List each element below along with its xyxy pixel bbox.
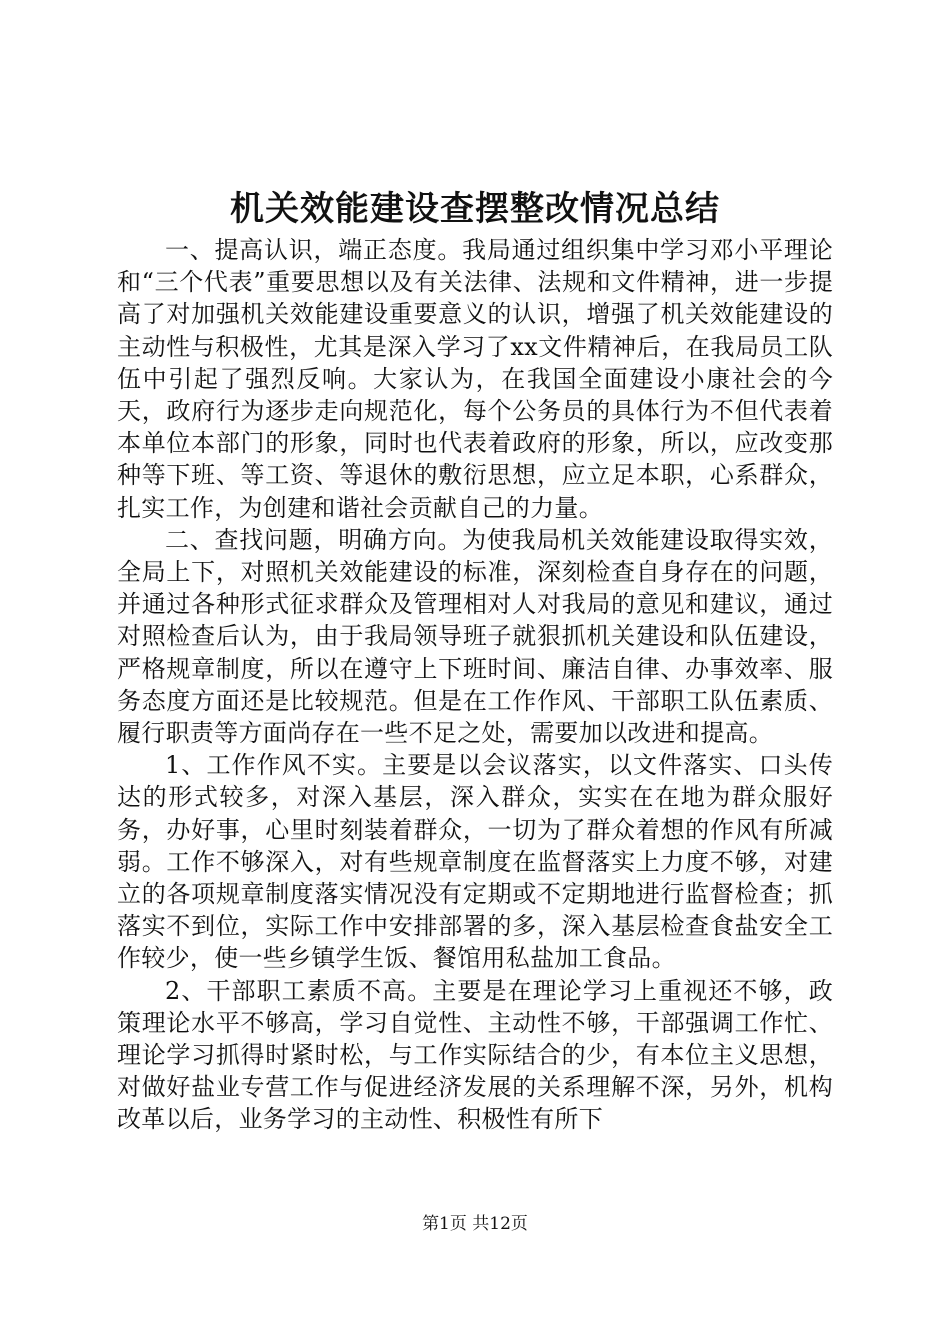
paragraph-4: 2、干部职工素质不高。主要是在理论学习上重视还不够，政策理论水平不够高，学习自觉性、主动性不够，干部强调工作忙、理论学习抓得时紧时松，与工作实际结合的少，有本位主义思想，对做好盐业专营工作与促进经济发展的关系理解不深，另外，机构改革以后，业务学习的主动性、积极性有所下 bbox=[117, 976, 833, 1134]
paragraph-2: 二、查找问题，明确方向。为使我局机关效能建设取得实效，全局上下，对照机关效能建设的标准，深刻检查自身存在的问题，并通过各种形式征求群众及管理相对人对我局的意见和建议，通过对照检查后认为，由于我局领导班子就狠抓机关建设和队伍建设，严格规章制度，所以在遵守上下班时间、廉洁自律、办事效率、服务态度方面还是比较规范。但是在工作作风、干部职工队伍素质、履行职责等方面尚存在一些不足之处，需要加以改进和提高。 bbox=[117, 525, 833, 748]
page-footer: 第1页 共12页 bbox=[422, 1214, 528, 1234]
paragraph-3: 1、工作作风不实。主要是以会议落实，以文件落实、口头传达的形式较多，对深入基层，深入群众，实实在在地为群众服好务，办好事，心里时刻装着群众，一切为了群众着想的作风有所减弱。工作不够深入，对有些规章制度在监督落实上力度不够，对建立的各项规章制度落实情况没有定期或不定期地进行监督检查；抓落实不到位，实际工作中安排部署的多，深入基层检查食盐安全工作较少，使一些乡镇学生饭、餐馆用私盐加工食品。 bbox=[117, 751, 833, 973]
paragraph-1: 一、提高认识，端正态度。我局通过组织集中学习邓小平理论和“三个代表”重要思想以及有关法律、法规和文件精神，进一步提高了对加强机关效能建设重要意义的认识，增强了机关效能建设的主动性与积极性，尤其是深入学习了xx文件精神后，在我局员工队伍中引起了强烈反响。大家认为，在我国全面建设小康社会的今天，政府行为逐步走向规范化，每个公务员的具体行为不但代表着本单位本部门的形象，同时也代表着政府的形象，所以，应改变那种等下班、等工资、等退休的敷衍思想，应立足本职，心系群众，扎实工作，为创建和谐社会贡献自己的力量。 bbox=[117, 236, 833, 522]
document-title: 机关效能建设查摆整改情况总结 bbox=[230, 189, 720, 229]
document-body bbox=[117, 234, 833, 1136]
